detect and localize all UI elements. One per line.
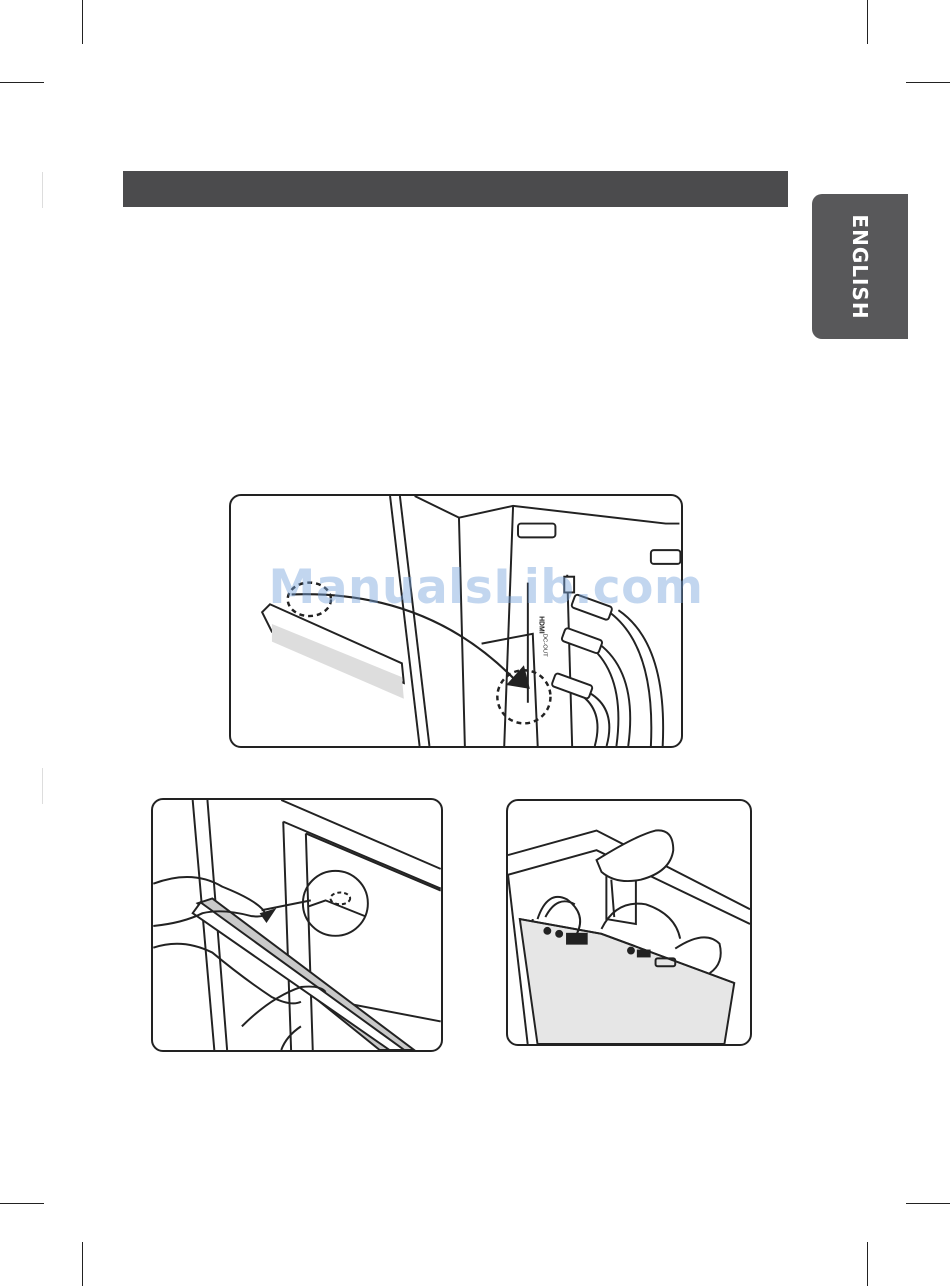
figure-cable-cover [506,799,752,1046]
cable-cover-illustration [508,801,750,1044]
crop-mark [906,82,950,83]
port-label-dc-out: DC-OUT [541,633,548,657]
crop-mark [867,0,868,44]
crop-mark [0,82,44,83]
port-label-hdmi: HDMI [537,616,545,634]
registration-mark [42,768,43,804]
crop-mark [867,1242,868,1286]
language-tab [812,194,908,339]
language-tab-label: ENGLISH [848,213,872,320]
attach-cover-illustration [153,800,441,1050]
crop-mark [82,0,83,44]
registration-mark [42,172,43,208]
cable-routing-illustration [231,496,681,746]
crop-mark [82,1242,83,1286]
crop-mark [0,1203,44,1204]
crop-mark [906,1203,950,1204]
watermark: ManualsLib.com [268,560,704,615]
section-header-bar [123,171,788,207]
figure-cable-routing [229,494,683,748]
figure-attach-cover [151,798,443,1052]
